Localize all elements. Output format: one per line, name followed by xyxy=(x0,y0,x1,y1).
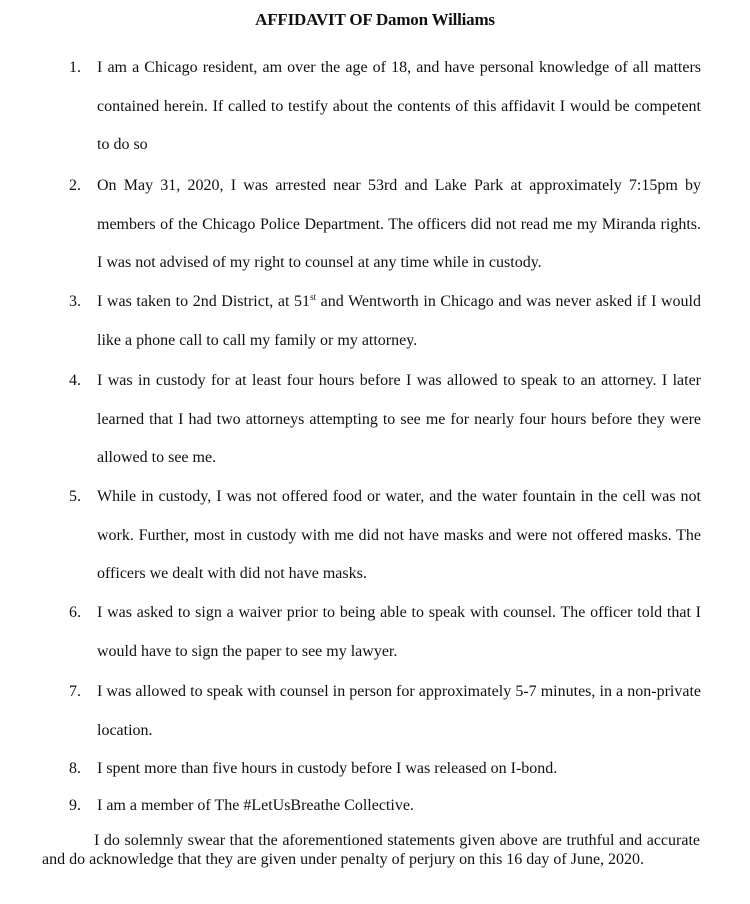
item-text: I spent more than five hours in custody before I was released on I-bond. xyxy=(97,760,558,777)
item-text-part: I was taken to 2nd District, at 51 xyxy=(97,293,311,310)
item-text xyxy=(97,283,701,360)
item-text: I was allowed to speak with counsel in person for approximately 5-7 minutes, in a non-private location. xyxy=(97,683,701,739)
item-text: While in custody, I was not offered food or water, and the water fountain in the cell was not work. Further, most in custody with me did not have masks and were not offered masks. The officers we dealt with did not have masks. xyxy=(97,488,701,582)
oath-paragraph: I do solemnly swear that the aforementioned statements given above are truthful and accurate and do acknowledge that they are given under penalty of perjury on this 16 day of June, 2020. xyxy=(42,832,700,868)
item-text-part: and Wentworth in Chicago and was never asked if I would like a phone call to call my family or my attorney. xyxy=(97,293,702,349)
item-text: On May 31, 2020, I was arrested near 53rd and Lake Park at approximately 7:15pm by members of the Chicago Police Department. The officers did not read me my Miranda rights. I was not advised of my right to counsel at any time while in custody. xyxy=(97,177,701,271)
item-number: 4. xyxy=(69,372,81,389)
item-number: 2. xyxy=(69,177,81,194)
item-number: 6. xyxy=(69,604,81,621)
item-number: 5. xyxy=(69,488,81,505)
item-text: I am a member of The #LetUsBreathe Collective. xyxy=(97,797,414,814)
item-number: 3. xyxy=(69,293,81,310)
item-text: I am a Chicago resident, am over the age of 18, and have personal knowledge of all matters contained herein. If called to testify about the contents of this affidavit I would be competent to do so xyxy=(97,59,701,153)
item-number: 8. xyxy=(69,760,81,777)
item-number: 7. xyxy=(69,683,81,700)
item-number: 9. xyxy=(69,797,81,814)
item-number: 1. xyxy=(69,59,81,76)
document-title: AFFIDAVIT OF Damon Williams xyxy=(255,10,495,29)
item-text: I was asked to sign a waiver prior to being able to speak with counsel. The officer told that I would have to sign the paper to see my lawyer. xyxy=(97,604,701,660)
ordinal-superscript: st xyxy=(310,292,317,302)
item-text: I was in custody for at least four hours before I was allowed to speak to an attorney. I later learned that I had two attorneys attempting to see me for nearly four hours before they were allowed to see me. xyxy=(97,372,701,466)
